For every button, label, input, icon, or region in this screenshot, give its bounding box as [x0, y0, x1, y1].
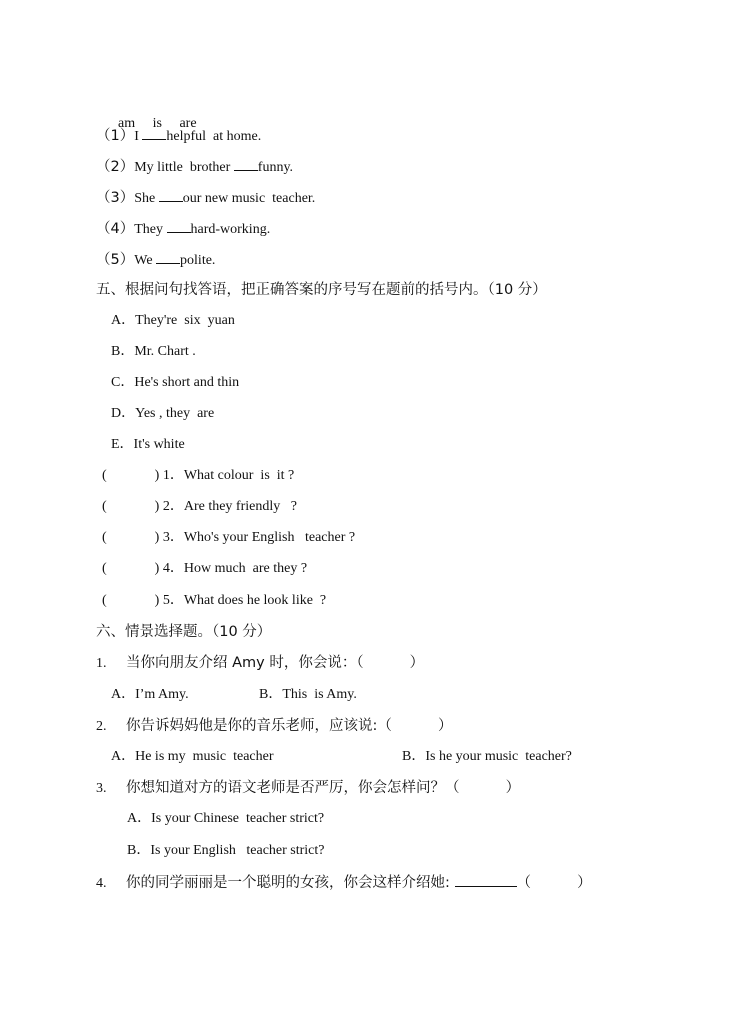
word-is: is [152, 116, 162, 131]
answer-blank[interactable] [156, 250, 180, 264]
situation-question-1: 1. 当你向朋友介绍 Amy 时，你会说：（ ） [96, 655, 425, 671]
match-question-5: ( ) 5．What does he look like ? [102, 593, 327, 608]
q2-option-b: B．Is he your music teacher? [402, 749, 572, 764]
answer-blank[interactable] [455, 873, 517, 887]
q3-option-b: B．Is your English teacher strict? [127, 843, 325, 858]
situation-question-4: 4. 你的同学丽丽是一个聪明的女孩，你会这样介绍她: （ ） [96, 875, 592, 891]
q3-option-a: A．Is your Chinese teacher strict? [127, 811, 325, 826]
answer-blank[interactable] [234, 157, 258, 171]
answer-option-a: A．They're six yuan [111, 313, 235, 328]
fill-item-4: （4）They hard-working. [96, 221, 271, 237]
match-question-3: ( ) 3．Who's your English teacher ? [102, 530, 356, 545]
fill-item-3: （3）She our new music teacher. [96, 190, 316, 206]
situation-question-3: 3. 你想知道对方的语文老师是否严厉，你会怎样问？（ ） [96, 780, 521, 796]
fill-item-2: （2）My little brother funny. [96, 159, 294, 175]
answer-blank[interactable] [159, 188, 183, 202]
word-are: are [179, 116, 197, 131]
fill-item-1: （1）I helpful at home. [96, 128, 262, 144]
answer-option-d: D．Yes , they are [111, 406, 215, 421]
q1-option-a: A．I’m Amy. [111, 687, 189, 702]
word-am: am [118, 116, 136, 131]
answer-option-e: E．It's white [111, 437, 185, 452]
situation-question-2: 2. 你告诉妈妈他是你的音乐老师，应该说:（ ） [96, 718, 453, 734]
q1-option-b: B．This is Amy. [259, 687, 357, 702]
section5-heading: 五、根据问句找答语，把正确答案的序号写在题前的括号内。（10 分） [96, 282, 547, 298]
answer-blank[interactable] [142, 126, 166, 140]
q2-option-a: A．He is my music teacher [111, 749, 274, 764]
answer-option-b: B．Mr. Chart . [111, 344, 196, 359]
answer-option-c: C．He's short and thin [111, 375, 240, 390]
match-question-2: ( ) 2．Are they friendly ? [102, 499, 297, 514]
fill-item-5: （5）We polite. [96, 252, 216, 268]
section6-heading: 六、情景选择题。（10 分） [96, 624, 272, 640]
match-question-1: ( ) 1．What colour is it ? [102, 468, 295, 483]
answer-blank[interactable] [167, 219, 191, 233]
match-question-4: ( ) 4．How much are they ? [102, 561, 308, 576]
